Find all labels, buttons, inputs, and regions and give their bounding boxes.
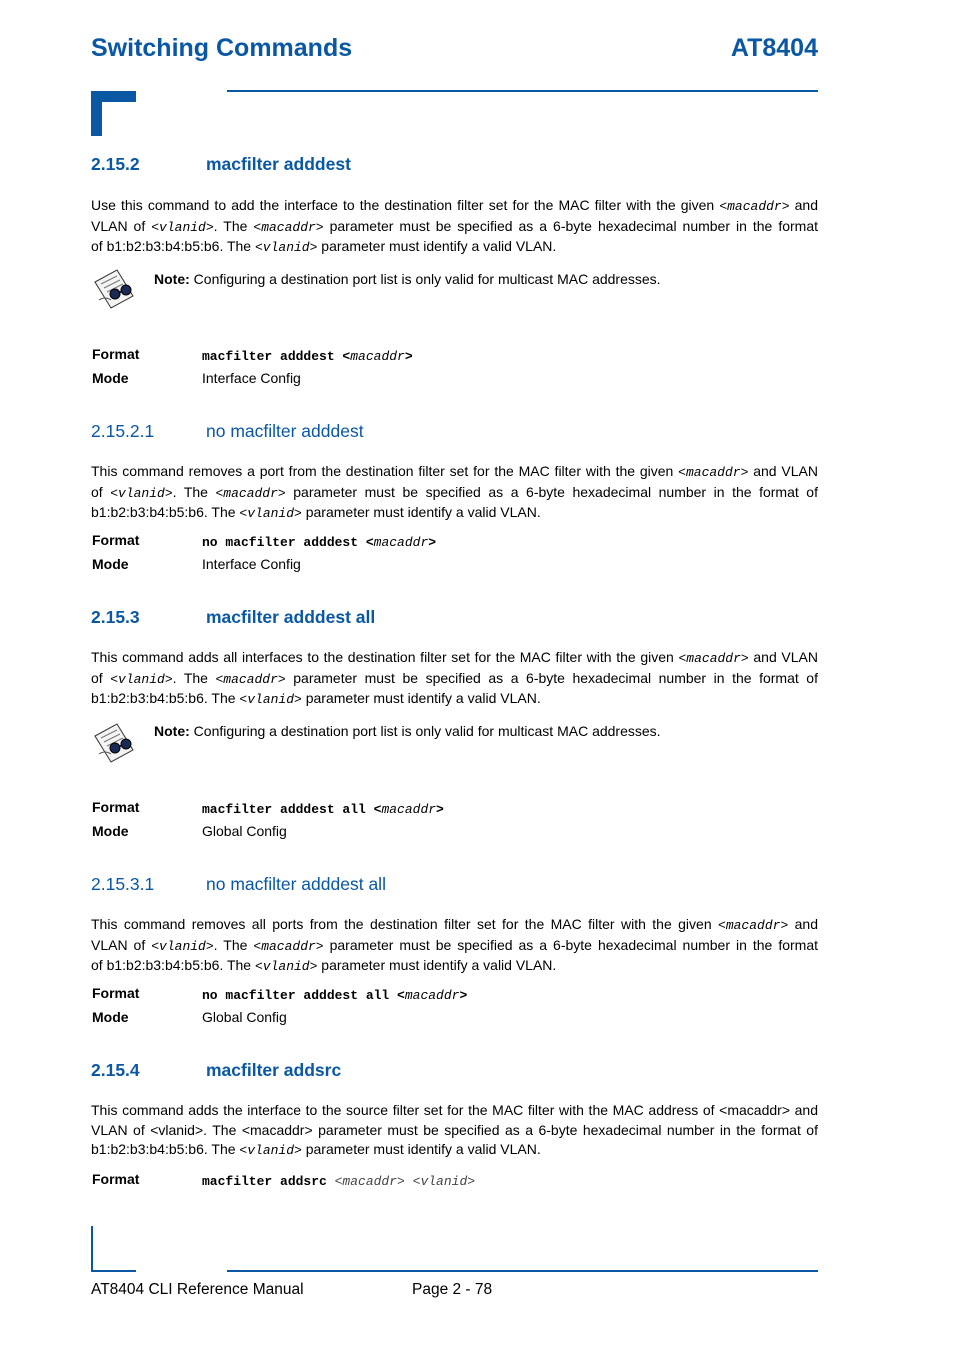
command-arg: macaddr xyxy=(381,802,437,817)
text: This command removes a port from the destination filter set for the MAC filter with the given xyxy=(91,463,679,479)
text: of b1:b2:b3:b4:b5:b6. The xyxy=(91,957,255,973)
format-label: Format xyxy=(92,985,140,1001)
text: parameter must be specified as a 6-byte hexadecimal number in the format xyxy=(323,936,819,953)
text: parameter must be specified as a 6-byte hexadecimal number in the format of xyxy=(285,669,818,686)
paragraph-line xyxy=(91,503,818,524)
paragraph-line xyxy=(91,1140,818,1161)
note-reader-icon xyxy=(91,720,137,766)
section-title: no macfilter adddest xyxy=(206,421,364,441)
note-text xyxy=(154,723,661,739)
section-paragraph xyxy=(91,196,818,258)
mode-value: Interface Config xyxy=(202,370,301,386)
note-body: Configuring a destination port list is only valid for multicast MAC addresses. xyxy=(189,723,661,739)
vlanid-arg: <vlanid> xyxy=(110,485,173,501)
macaddr-arg: <macaddr> xyxy=(215,485,286,501)
section-paragraph xyxy=(91,1101,818,1161)
text: . The xyxy=(203,1121,242,1138)
command-args: <macaddr> <vlanid> xyxy=(334,1174,476,1189)
note-reader-icon xyxy=(91,266,137,312)
section-number: 2.15.4 xyxy=(91,1060,140,1080)
format-label: Format xyxy=(92,1171,140,1187)
text: parameter must identify a valid VLAN. xyxy=(301,1141,541,1157)
text: parameter must identify a valid VLAN. xyxy=(317,957,557,973)
command-text: no macfilter adddest < xyxy=(202,535,374,550)
format-command xyxy=(202,533,436,550)
header-corner-mark-top xyxy=(91,91,136,102)
text: and VLAN xyxy=(748,463,818,479)
vlanid-arg: <vlanid> xyxy=(150,1121,204,1138)
section-title: macfilter adddest xyxy=(206,154,351,174)
text: Use this command to add the interface to the destination filter set for the MAC filter with the given xyxy=(91,197,720,213)
text: parameter must be specified as a 6-byte hexadecimal number in the format xyxy=(323,217,819,234)
text: This command removes all ports from the destination filter set for the MAC filter with the given xyxy=(91,916,719,932)
text: VLAN of xyxy=(91,217,152,234)
command-text: macfilter adddest < xyxy=(202,349,351,364)
text: parameter must be specified as a 6-byte hexadecimal number in the format of xyxy=(285,483,818,500)
subsection-heading xyxy=(91,421,364,442)
macaddr-arg: <macaddr> xyxy=(719,199,790,214)
format-command xyxy=(202,1172,475,1189)
text: and xyxy=(790,1102,818,1118)
text: . The xyxy=(213,936,254,953)
mode-value: Interface Config xyxy=(202,556,301,572)
command-text: > xyxy=(459,988,468,1003)
section-number: 2.15.3 xyxy=(91,607,140,627)
text: of xyxy=(91,483,111,500)
paragraph-line xyxy=(91,217,818,238)
section-paragraph xyxy=(91,648,818,710)
text: parameter must identify a valid VLAN. xyxy=(317,238,557,254)
paragraph-line xyxy=(91,1121,818,1141)
text: b1:b2:b3:b4:b5:b6. The xyxy=(91,504,240,520)
command-arg: macaddr xyxy=(350,349,405,364)
text: parameter must be specified as a 6-byte hexadecimal number in the format of xyxy=(312,1121,818,1138)
text: b1:b2:b3:b4:b5:b6. The xyxy=(91,1141,240,1157)
vlanid-arg: <vlanid> xyxy=(239,1143,302,1158)
section-paragraph xyxy=(91,462,818,524)
mode-value: Global Config xyxy=(202,1009,287,1025)
format-label: Format xyxy=(92,532,140,548)
macaddr-arg: <macaddr> xyxy=(678,651,749,666)
command-text: > xyxy=(428,535,437,550)
footer-page-number: Page 2 - 78 xyxy=(412,1281,493,1298)
command-text: > xyxy=(404,349,413,364)
text: . The xyxy=(172,483,216,500)
section-heading xyxy=(91,1060,341,1081)
text: and xyxy=(788,916,819,932)
mode-label: Mode xyxy=(92,823,129,839)
macaddr-arg: <macaddr> xyxy=(678,465,749,480)
text: parameter must identify a valid VLAN. xyxy=(301,690,541,706)
note-label: Note: xyxy=(154,723,190,739)
paragraph-line xyxy=(91,648,818,669)
page-header-model: AT8404 xyxy=(730,34,818,62)
command-arg: macaddr xyxy=(404,988,460,1003)
text: VLAN of xyxy=(91,936,152,953)
text: This command adds all interfaces to the destination filter set for the MAC filter with the given xyxy=(91,649,679,665)
macaddr-arg: <macaddr> xyxy=(241,1121,313,1138)
text: . The xyxy=(213,217,254,234)
paragraph-line xyxy=(91,936,818,957)
note-body: Configuring a destination port list is only valid for multicast MAC addresses. xyxy=(189,271,661,287)
footer-rule xyxy=(227,1270,818,1272)
text: parameter must identify a valid VLAN. xyxy=(301,504,541,520)
note-text xyxy=(154,271,661,287)
paragraph-line xyxy=(91,689,818,710)
text: . The xyxy=(172,669,216,686)
format-command xyxy=(202,800,444,817)
command-text: macfilter adddest all < xyxy=(202,802,382,817)
text: of b1:b2:b3:b4:b5:b6. The xyxy=(91,238,255,254)
section-paragraph xyxy=(91,915,818,977)
text: and xyxy=(789,197,819,213)
section-heading xyxy=(91,607,375,628)
paragraph-line xyxy=(91,462,818,483)
vlanid-arg: <vlanid> xyxy=(239,692,302,707)
paragraph-line xyxy=(91,196,818,217)
vlanid-arg: <vlanid> xyxy=(239,506,302,521)
page-header-title: Switching Commands xyxy=(91,34,353,62)
footer-corner-mark-bottom xyxy=(91,1270,136,1272)
vlanid-arg: <vlanid> xyxy=(151,938,214,954)
command-text: > xyxy=(436,802,444,817)
macaddr-arg: <macaddr> xyxy=(253,219,324,235)
command-text: macfilter addsrc xyxy=(202,1174,335,1189)
format-label: Format xyxy=(92,799,140,815)
text: of xyxy=(91,669,111,686)
vlanid-arg: <vlanid> xyxy=(151,219,214,235)
macaddr-arg: <macaddr> xyxy=(253,938,324,954)
paragraph-line xyxy=(91,669,818,690)
text: and VLAN xyxy=(748,649,818,665)
paragraph-line xyxy=(91,1101,818,1121)
mode-label: Mode xyxy=(92,556,129,572)
paragraph-line xyxy=(91,956,818,977)
command-arg: macaddr xyxy=(373,535,429,550)
mode-value: Global Config xyxy=(202,823,287,839)
macaddr-arg: <macaddr> xyxy=(718,918,789,933)
paragraph-line xyxy=(91,915,818,936)
format-command xyxy=(202,347,413,364)
mode-label: Mode xyxy=(92,1009,129,1025)
text: This command adds the interface to the source filter set for the MAC filter with the MAC address of xyxy=(91,1102,720,1118)
subsection-heading xyxy=(91,874,386,895)
section-number: 2.15.2 xyxy=(91,154,140,174)
mode-label: Mode xyxy=(92,370,129,386)
text: b1:b2:b3:b4:b5:b6. The xyxy=(91,690,240,706)
footer-manual-title: AT8404 CLI Reference Manual xyxy=(91,1281,304,1298)
format-command xyxy=(202,986,467,1003)
vlanid-arg: <vlanid> xyxy=(110,671,173,687)
vlanid-arg: <vlanid> xyxy=(255,240,318,255)
note-label: Note: xyxy=(154,271,190,287)
section-heading xyxy=(91,154,351,175)
section-title: macfilter addsrc xyxy=(206,1060,342,1080)
section-number: 2.15.2.1 xyxy=(91,421,155,441)
format-label: Format xyxy=(92,346,140,362)
header-rule xyxy=(227,90,818,92)
section-title: no macfilter adddest all xyxy=(206,874,386,894)
paragraph-line xyxy=(91,237,818,258)
section-title: macfilter adddest all xyxy=(206,607,376,627)
paragraph-line xyxy=(91,483,818,504)
section-number: 2.15.3.1 xyxy=(91,874,155,894)
command-text: no macfilter adddest all < xyxy=(202,988,405,1003)
vlanid-arg: <vlanid> xyxy=(255,959,318,974)
macaddr-arg: <macaddr> xyxy=(719,1102,790,1118)
macaddr-arg: <macaddr> xyxy=(215,671,286,687)
text: VLAN of xyxy=(91,1121,151,1138)
footer-corner-mark xyxy=(91,1226,93,1272)
